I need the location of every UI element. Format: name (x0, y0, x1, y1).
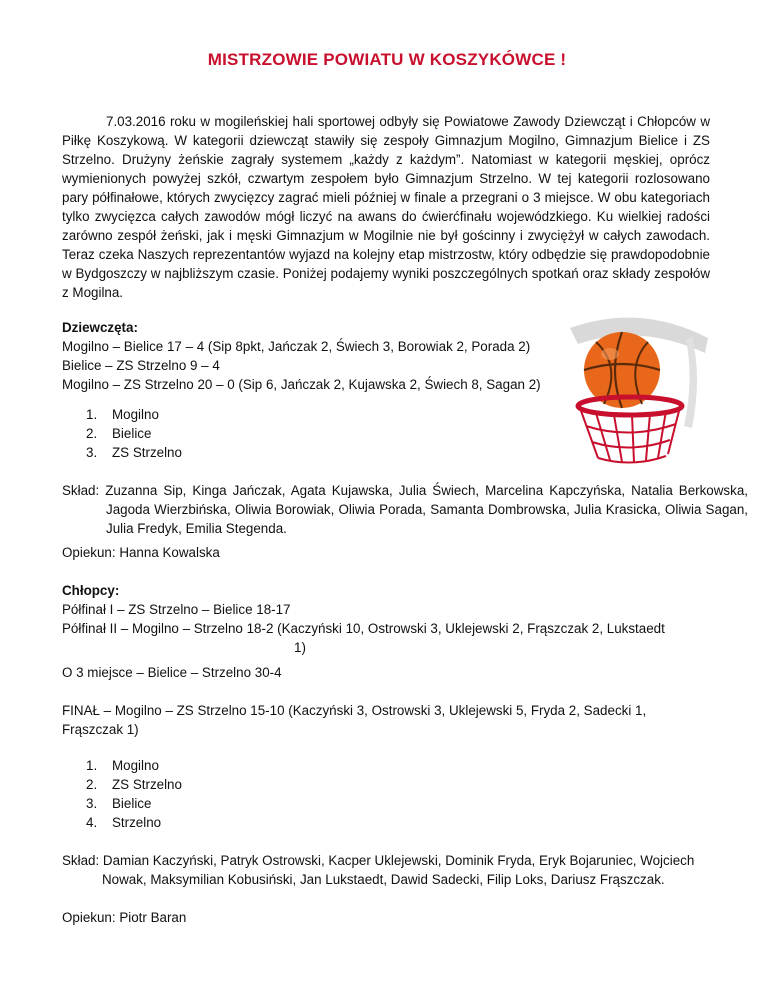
team-name: Mogilno (112, 407, 159, 422)
list-number: 3. (86, 445, 98, 460)
girls-heading: Dziewczęta: (62, 320, 138, 335)
list-number: 2. (86, 426, 98, 441)
team-name: Bielice (112, 796, 152, 811)
list-number: 1. (86, 758, 98, 773)
intro-text: 7.03.2016 roku w mogileńskiej hali sportowej odbyły się Powiatowe Zawody Dziewcząt i Chłopców w Piłkę Koszykową. W kategorii dziewcząt stawiły się zespoły Gimnazjum Mogilno, Gimnazjum Bielice i ZS Strzelno. Drużyny żeńskie zagrały systemem „każdy z każdym”. Natomiast w kategorii męskiej, oprócz wymienionych powyżej szkół, czwartym zespołem było Gimnazjum Strzelno. W tej kategorii rozlosowano pary półfinałowe, których zwycięzcy zagrać mieli później w finale a przegrani o 3 miejsce. W obu kategoriach tylko zwycięzca całych zawodów mógł liczyć na awans do ćwierćfinału wojewódzkiego. Ku wielkiej radości zarówno zespół żeński, jak i męski Gimnazjum w Mogilnie nie był gościnny i zwyciężył w całych zawodach. Teraz czeka Naszych reprezentantów wyjazd na kolejny etap mistrzostw, który odbędzie się prawdopodobnie w Bydgoszczy w najbliższym czasie. Poniżej podajemy wyniki poszczególnych spotkań oraz składy zespołów z Mogilna. (62, 114, 710, 300)
girls-match-1: Mogilno – Bielice 17 – 4 (Sip 8pkt, Jańczak 2, Świech 3, Borowiak 2, Porada 2) (62, 339, 531, 354)
list-item (62, 794, 712, 813)
list-item (62, 813, 712, 832)
boys-semi-1: Półfinał I – ZS Strzelno – Bielice 18-17 (62, 602, 291, 617)
team-name: ZS Strzelno (112, 445, 182, 460)
team-name: ZS Strzelno (112, 777, 182, 792)
page-title: MISTRZOWIE POWIATU W KOSZYKÓWCE ! (207, 50, 567, 69)
list-number: 3. (86, 796, 98, 811)
list-item (62, 775, 712, 794)
boys-ranking (62, 756, 712, 832)
list-item (62, 756, 712, 775)
boys-semi-2: Półfinał II – Mogilno – Strzelno 18-2 (Kaczyński 10, Ostrowski 3, Uklejewski 2, Frąszczak 2, Lukstaedt (62, 621, 665, 636)
intro-paragraph (62, 112, 710, 302)
girls-match-2: Bielice – ZS Strzelno 9 – 4 (62, 358, 220, 373)
boys-squad: Skład: Damian Kaczyński, Patryk Ostrowski, Kacper Uklejewski, Dominik Fryda, Eryk Bojaruniec, Wojciech Nowak, Maksymilian Kobusiński, Jan Lukstaedt, Dawid Sadecki, Filip Loks, Dariusz Frąszczak. (62, 853, 695, 887)
team-name: Mogilno (112, 758, 159, 773)
list-number: 1. (86, 407, 98, 422)
basketball-hoop-icon (560, 308, 710, 468)
boys-semi-2-cont: 1) (294, 640, 306, 655)
girls-coach: Opiekun: Hanna Kowalska (62, 545, 220, 560)
boys-coach: Opiekun: Piotr Baran (62, 910, 187, 925)
girls-match-3: Mogilno – ZS Strzelno 20 – 0 (Sip 6, Jańczak 2, Kujawska 2, Świech 8, Sagan 2) (62, 377, 541, 392)
team-name: Strzelno (112, 815, 162, 830)
list-number: 4. (86, 815, 98, 830)
backboard-side (684, 336, 697, 428)
girls-squad: Skład: Zuzanna Sip, Kinga Jańczak, Agata Kujawska, Julia Świech, Marcelina Kapczyńska, Natalia Berkowska, Jagoda Wierzbińska, Oliwia Borowiak, Oliwia Porada, Samanta Dombrowska, Julia Krasicka, Oliwia Sagan, Julia Fredyk, Emilia Stegenda. (62, 483, 748, 536)
boys-third-place: O 3 miejsce – Bielice – Strzelno 30-4 (62, 665, 282, 680)
list-number: 2. (86, 777, 98, 792)
boys-heading: Chłopcy: (62, 583, 120, 598)
boys-section (62, 581, 712, 657)
team-name: Bielice (112, 426, 152, 441)
boys-final: FINAŁ – Mogilno – ZS Strzelno 15-10 (Kaczyński 3, Ostrowski 3, Uklejewski 5, Fryda 2, Sadecki 1, Frąszczak 1) (62, 703, 647, 737)
